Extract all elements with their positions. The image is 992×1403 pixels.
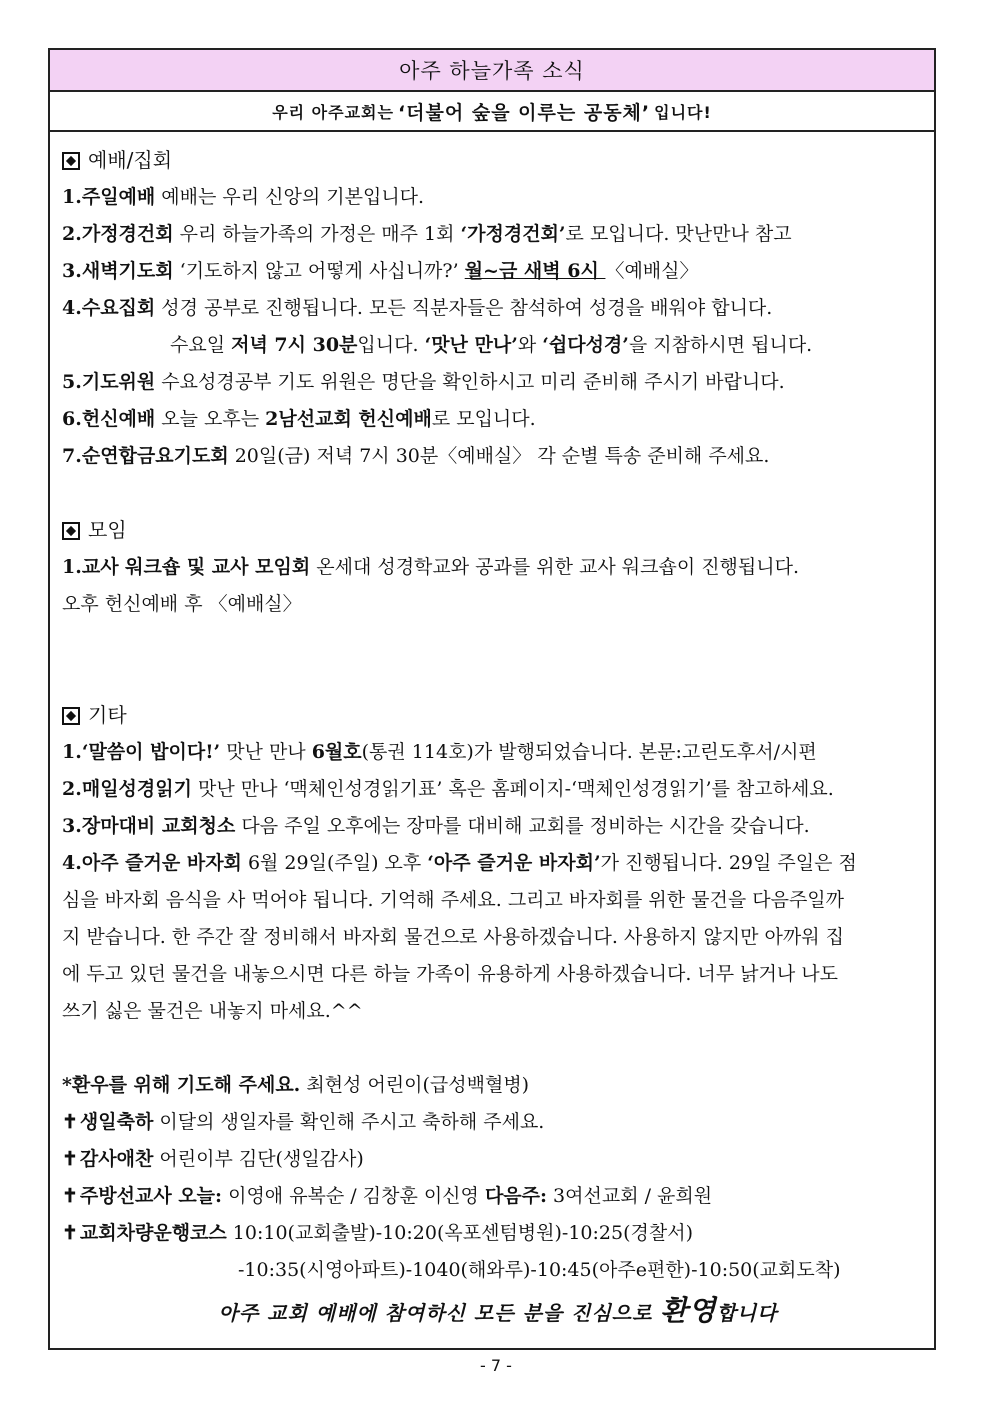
spacer	[62, 623, 934, 697]
subtitle-suffix: 입니다!	[654, 102, 712, 122]
notice-birthday	[62, 1104, 934, 1141]
worship-item-7	[62, 438, 934, 475]
item-text: 20일(금) 저녁 7시 30분〈예배실〉 각 순별 특송 준비해 주세요.	[228, 445, 770, 467]
welcome-text: 합니다	[716, 1301, 778, 1325]
item-text: 오늘 오후는	[155, 408, 266, 430]
item-emphasis: ‘쉽다성경’	[542, 334, 629, 356]
item-label: 생일축하	[79, 1111, 154, 1133]
welcome-emphasis: 환영	[660, 1294, 717, 1327]
item-label: 7.순연합금요기도회	[62, 445, 229, 467]
item-text: 로 모입니다. 맛난만나 참고	[565, 223, 792, 245]
item-text: 예배는 우리 신앙의 기본입니다.	[155, 186, 425, 208]
item-text: 최현성 어린이(급성백혈병)	[300, 1074, 530, 1096]
item-text: 성경 공부로 진행됩니다. 모든 직분자들은 참석하여 성경을 배워야 합니다.	[155, 297, 773, 319]
etc-item-4-line: 에 두고 있던 물건을 내놓으시면 다른 하늘 가족이 유용하게 사용하겠습니다. 너무 낡거나 나도	[62, 963, 838, 985]
item-text: 이영애 유복순 / 김창훈 이신영	[222, 1185, 485, 1207]
item-emphasis: 2남선교회 헌신예배	[265, 408, 432, 430]
item-text: 와	[517, 334, 543, 356]
notice-prayer	[62, 1067, 934, 1104]
worship-item-4	[62, 290, 934, 327]
section-title: 모임	[88, 518, 127, 542]
cross-icon: ✝	[62, 1185, 78, 1207]
etc-item-4-line: 쓰기 싫은 물건은 내놓지 마세요.^^	[62, 1000, 363, 1022]
item-text: 수요일	[170, 334, 232, 356]
spacer	[62, 1030, 934, 1067]
item-label: 3.장마대비 교회청소	[62, 815, 236, 837]
item-emphasis: 월~금 새벽 6시	[464, 260, 606, 282]
item-emphasis: 저녁 7시 30분	[231, 334, 358, 356]
item-text: 수요성경공부 기도 위원은 명단을 확인하시고 미리 준비해 주시기 바랍니다.	[155, 371, 785, 393]
item-text: (통권 114호)가 발행되었습니다. 본문:고린도후서/시편	[361, 741, 817, 763]
item-label: 2.가정경건회	[62, 223, 174, 245]
item-text: 다음 주일 오후에는 장마를 대비해 교회를 정비하는 시간을 갖습니다.	[235, 815, 810, 837]
etc-item-4-line: 지 받습니다. 한 주간 잘 정비해서 바자회 물건으로 사용하겠습니다. 사용하지 않지만 아까워 집	[62, 926, 845, 948]
etc-item-1	[62, 734, 934, 771]
item-text: 가 진행됩니다. 29일 주일은 점	[600, 852, 857, 874]
item-text: 6월 29일(주일) 오후	[241, 852, 428, 874]
diamond-box-icon	[62, 707, 80, 725]
item-text: 입니다.	[357, 334, 425, 356]
item-emphasis: ‘아주 즐거운 바자회’	[427, 852, 601, 874]
item-text: 을 지참하시면 됩니다.	[628, 334, 813, 356]
item-text: 맛난 만나 ‘맥체인성경읽기표’ 혹은 홈페이지-‘맥체인성경읽기’를 참고하세요.	[191, 778, 834, 800]
worship-item-3	[62, 253, 934, 290]
item-label: 5.기도위원	[62, 371, 156, 393]
item-label: 4.아주 즐거운 바자회	[62, 852, 242, 874]
cross-icon: ✝	[62, 1222, 78, 1244]
etc-item-4	[62, 845, 934, 882]
section-heading-meeting	[62, 512, 934, 549]
item-label: 3.새벽기도회	[62, 260, 174, 282]
subtitle-quote: ‘더불어 숲을 이루는 공동체’	[397, 101, 651, 124]
item-emphasis: ‘가정경건회’	[460, 223, 566, 245]
welcome-message	[62, 1289, 934, 1333]
item-label: 감사애찬	[79, 1148, 154, 1170]
item-label: 1.주일예배	[62, 186, 156, 208]
worship-item-2	[62, 216, 934, 253]
item-text: 온세대 성경학교와 공과를 위한 교사 워크숍이 진행됩니다.	[310, 556, 800, 578]
item-text: 〈예배실〉	[605, 260, 699, 282]
worship-item-5	[62, 364, 934, 401]
notice-kitchen	[62, 1178, 934, 1215]
newsletter-content	[50, 132, 934, 1333]
item-label: 6.헌신예배	[62, 408, 156, 430]
section-heading-worship	[62, 142, 934, 179]
newsletter-subtitle	[50, 92, 934, 132]
item-text: ‘기도하지 않고 어떻게 사십니까?’	[173, 260, 465, 282]
item-label: 2.매일성경읽기	[62, 778, 192, 800]
item-label: 주방선교사	[79, 1185, 172, 1207]
worship-item-6	[62, 401, 934, 438]
item-label: *환우를 위해 기도해 주세요.	[62, 1074, 301, 1096]
section-heading-etc	[62, 697, 934, 734]
item-emphasis: ‘맛난 만나’	[424, 334, 518, 356]
item-label: 오늘:	[171, 1185, 223, 1207]
item-text: 맛난 만나	[220, 741, 312, 763]
section-title: 예배/집회	[88, 148, 173, 172]
etc-item-3	[62, 808, 934, 845]
item-label: 다음주:	[484, 1185, 548, 1207]
etc-item-2	[62, 771, 934, 808]
item-text: 이달의 생일자를 확인해 주시고 축하해 주세요.	[153, 1111, 545, 1133]
item-label: 1.‘말씀이 밥이다!’	[62, 741, 221, 763]
worship-item-4-continued	[62, 327, 934, 364]
worship-item-1	[62, 179, 934, 216]
section-title: 기타	[88, 703, 127, 727]
item-text: 10:10(교회출발)-10:20(옥포센텀병원)-10:25(경찰서)	[226, 1222, 693, 1244]
item-text: 우리 하늘가족의 가정은 매주 1회	[173, 223, 461, 245]
page-number: - 7 -	[480, 1356, 512, 1375]
notice-praise	[62, 1141, 934, 1178]
item-text: 3여선교회 / 윤희원	[547, 1185, 713, 1207]
item-emphasis: 6월호	[311, 741, 362, 763]
newsletter-title: 아주 하늘가족 소식	[50, 50, 934, 92]
item-text: 로 모입니다.	[431, 408, 536, 430]
item-text: 어린이부 김단(생일감사)	[153, 1148, 364, 1170]
meeting-item-1-continued: 오후 헌신예배 후 〈예배실〉	[62, 593, 302, 615]
notice-vehicle-continued: -10:35(시영아파트)-1040(해와루)-10:45(아주e편한)-10:50(교회도착)	[238, 1259, 841, 1281]
newsletter-frame	[48, 48, 936, 1350]
item-label: 1.교사 워크숍 및 교사 모임회	[62, 556, 311, 578]
subtitle-prefix: 우리 아주교회는	[272, 102, 394, 122]
welcome-text: 아주 교회 예배에 참여하신 모든 분을 진심으로	[218, 1301, 661, 1325]
notice-vehicle	[62, 1215, 934, 1252]
cross-icon: ✝	[62, 1148, 78, 1170]
item-label: 교회차량운행코스	[79, 1222, 227, 1244]
spacer	[62, 475, 934, 512]
cross-icon: ✝	[62, 1111, 78, 1133]
item-label: 4.수요집회	[62, 297, 156, 319]
etc-item-4-line: 심을 바자회 음식을 사 먹어야 됩니다. 기억해 주세요. 그리고 바자회를 위한 물건을 다음주일까	[62, 889, 845, 911]
diamond-box-icon	[62, 522, 80, 540]
meeting-item-1	[62, 549, 934, 586]
diamond-box-icon	[62, 152, 80, 170]
